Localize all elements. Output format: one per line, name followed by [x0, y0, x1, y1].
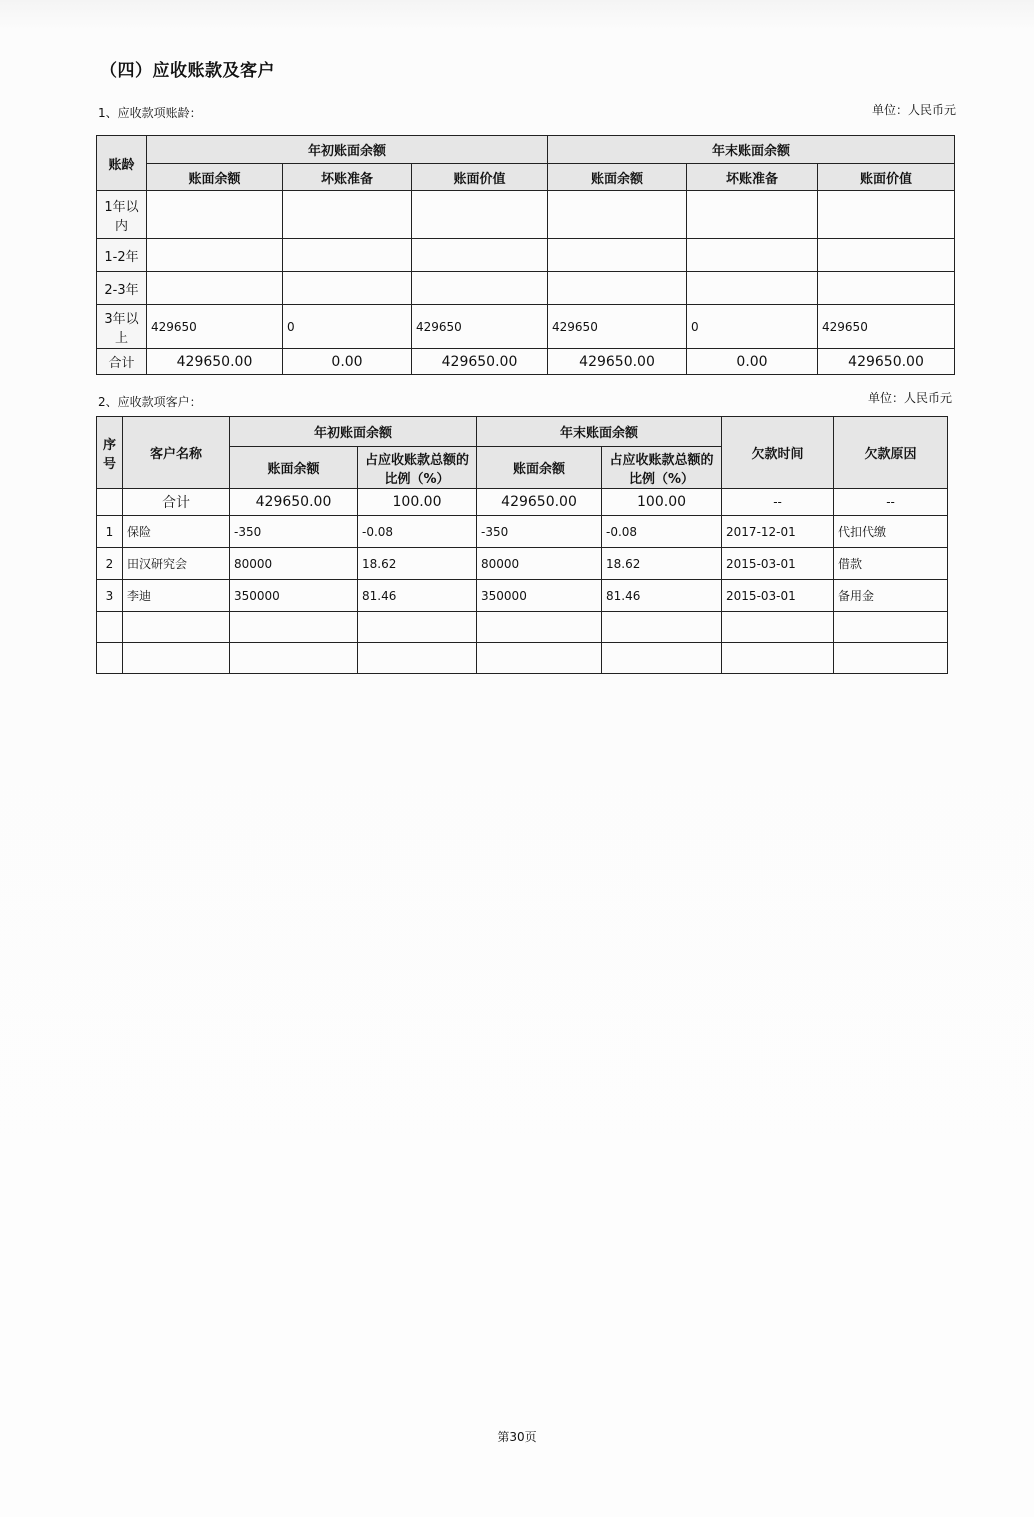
cell: 备用金 [834, 580, 948, 612]
customers-unit: 单位：人民币元 [867, 391, 952, 405]
cell: -350 [230, 516, 358, 548]
end-ratio-header: 占应收账款总额的比例（%） [602, 447, 722, 489]
cell: 80000 [477, 548, 602, 580]
end-balance-header: 账面余额 [548, 164, 687, 191]
page-number: 第30页 [497, 1430, 537, 1444]
table-row [97, 305, 955, 349]
begin-group-header: 年初账面余额 [147, 136, 548, 164]
customers-subtitle: 2、应收款项客户： [98, 395, 202, 409]
cell [123, 612, 230, 643]
end-balance-header: 账面余额 [477, 447, 602, 489]
cell [477, 612, 602, 643]
seq-header: 序号 [97, 417, 123, 489]
aging-label: 2-3年 [97, 272, 147, 305]
cell: 0.00 [283, 349, 412, 375]
table-row [97, 580, 948, 612]
cell: -0.08 [358, 516, 477, 548]
cell [230, 643, 358, 674]
end-group-header: 年末账面余额 [477, 417, 722, 447]
table-row [97, 239, 955, 272]
cell [283, 272, 412, 305]
cell: 429650 [548, 305, 687, 349]
cell [97, 489, 123, 516]
total-label: 合计 [97, 349, 147, 375]
cell: 0 [687, 305, 818, 349]
cell [602, 612, 722, 643]
cell: 18.62 [358, 548, 477, 580]
cell: 3 [97, 580, 123, 612]
section-title: （四）应收账款及客户 [100, 61, 275, 81]
cell: -- [834, 489, 948, 516]
customers-table [96, 416, 948, 674]
table-row [97, 548, 948, 580]
cell [687, 191, 818, 239]
cell: 借款 [834, 548, 948, 580]
cell: 350000 [230, 580, 358, 612]
cell: 2015-03-01 [722, 548, 834, 580]
begin-bad-debt-header: 坏账准备 [283, 164, 412, 191]
total-label: 合计 [123, 489, 230, 516]
cell [123, 643, 230, 674]
aging-table [96, 135, 955, 375]
cell: 429650 [818, 305, 955, 349]
cell: -0.08 [602, 516, 722, 548]
cell: 429650.00 [412, 349, 548, 375]
cell: 2015-03-01 [722, 580, 834, 612]
cell [283, 191, 412, 239]
table-row [97, 643, 948, 674]
cell [412, 239, 548, 272]
total-row [97, 349, 955, 375]
time-header: 欠款时间 [722, 417, 834, 489]
aging-label: 1-2年 [97, 239, 147, 272]
cell [230, 612, 358, 643]
cell [548, 191, 687, 239]
table-row [97, 191, 955, 239]
table-row [97, 272, 955, 305]
cell: 429650.00 [818, 349, 955, 375]
cell [818, 272, 955, 305]
begin-ratio-header: 占应收账款总额的比例（%） [358, 447, 477, 489]
cell [548, 272, 687, 305]
begin-group-header: 年初账面余额 [230, 417, 477, 447]
cell [147, 191, 283, 239]
cell: 1 [97, 516, 123, 548]
cell: 保险 [123, 516, 230, 548]
aging-header: 账龄 [97, 136, 147, 191]
aging-unit: 单位：人民币元 [871, 103, 956, 117]
cell: 80000 [230, 548, 358, 580]
cell: -- [722, 489, 834, 516]
cell: 田汉研究会 [123, 548, 230, 580]
cell: 2 [97, 548, 123, 580]
cell [412, 191, 548, 239]
total-row [97, 489, 948, 516]
cell: 429650.00 [548, 349, 687, 375]
cell [602, 643, 722, 674]
end-bad-debt-header: 坏账准备 [687, 164, 818, 191]
cell [477, 643, 602, 674]
table-row [97, 516, 948, 548]
begin-balance-header: 账面余额 [230, 447, 358, 489]
cell [722, 612, 834, 643]
cell: 100.00 [602, 489, 722, 516]
cell [412, 272, 548, 305]
cell [97, 643, 123, 674]
cell [818, 239, 955, 272]
cell [687, 239, 818, 272]
begin-balance-header: 账面余额 [147, 164, 283, 191]
cell: 代扣代缴 [834, 516, 948, 548]
cell: 429650.00 [477, 489, 602, 516]
cell [358, 643, 477, 674]
cell [687, 272, 818, 305]
cell: 100.00 [358, 489, 477, 516]
cell: 18.62 [602, 548, 722, 580]
cell: 2017-12-01 [722, 516, 834, 548]
cell: 81.46 [358, 580, 477, 612]
cell: 350000 [477, 580, 602, 612]
cell: 81.46 [602, 580, 722, 612]
cell [834, 643, 948, 674]
cell: 429650.00 [147, 349, 283, 375]
end-group-header: 年末账面余额 [548, 136, 955, 164]
cell [147, 239, 283, 272]
cell [97, 612, 123, 643]
cell [283, 239, 412, 272]
cell: 429650.00 [230, 489, 358, 516]
cell: 0.00 [687, 349, 818, 375]
cell: 429650 [412, 305, 548, 349]
end-value-header: 账面价值 [818, 164, 955, 191]
name-header: 客户名称 [123, 417, 230, 489]
cell: 0 [283, 305, 412, 349]
cell: 429650 [147, 305, 283, 349]
aging-subtitle: 1、应收款项账龄： [98, 106, 202, 120]
table-row [97, 612, 948, 643]
aging-label: 1年以内 [97, 191, 147, 239]
cell [834, 612, 948, 643]
cell [722, 643, 834, 674]
begin-value-header: 账面价值 [412, 164, 548, 191]
cell [548, 239, 687, 272]
cell [147, 272, 283, 305]
cell [358, 612, 477, 643]
reason-header: 欠款原因 [834, 417, 948, 489]
cell [818, 191, 955, 239]
aging-label: 3年以上 [97, 305, 147, 349]
cell: 李迪 [123, 580, 230, 612]
cell: -350 [477, 516, 602, 548]
